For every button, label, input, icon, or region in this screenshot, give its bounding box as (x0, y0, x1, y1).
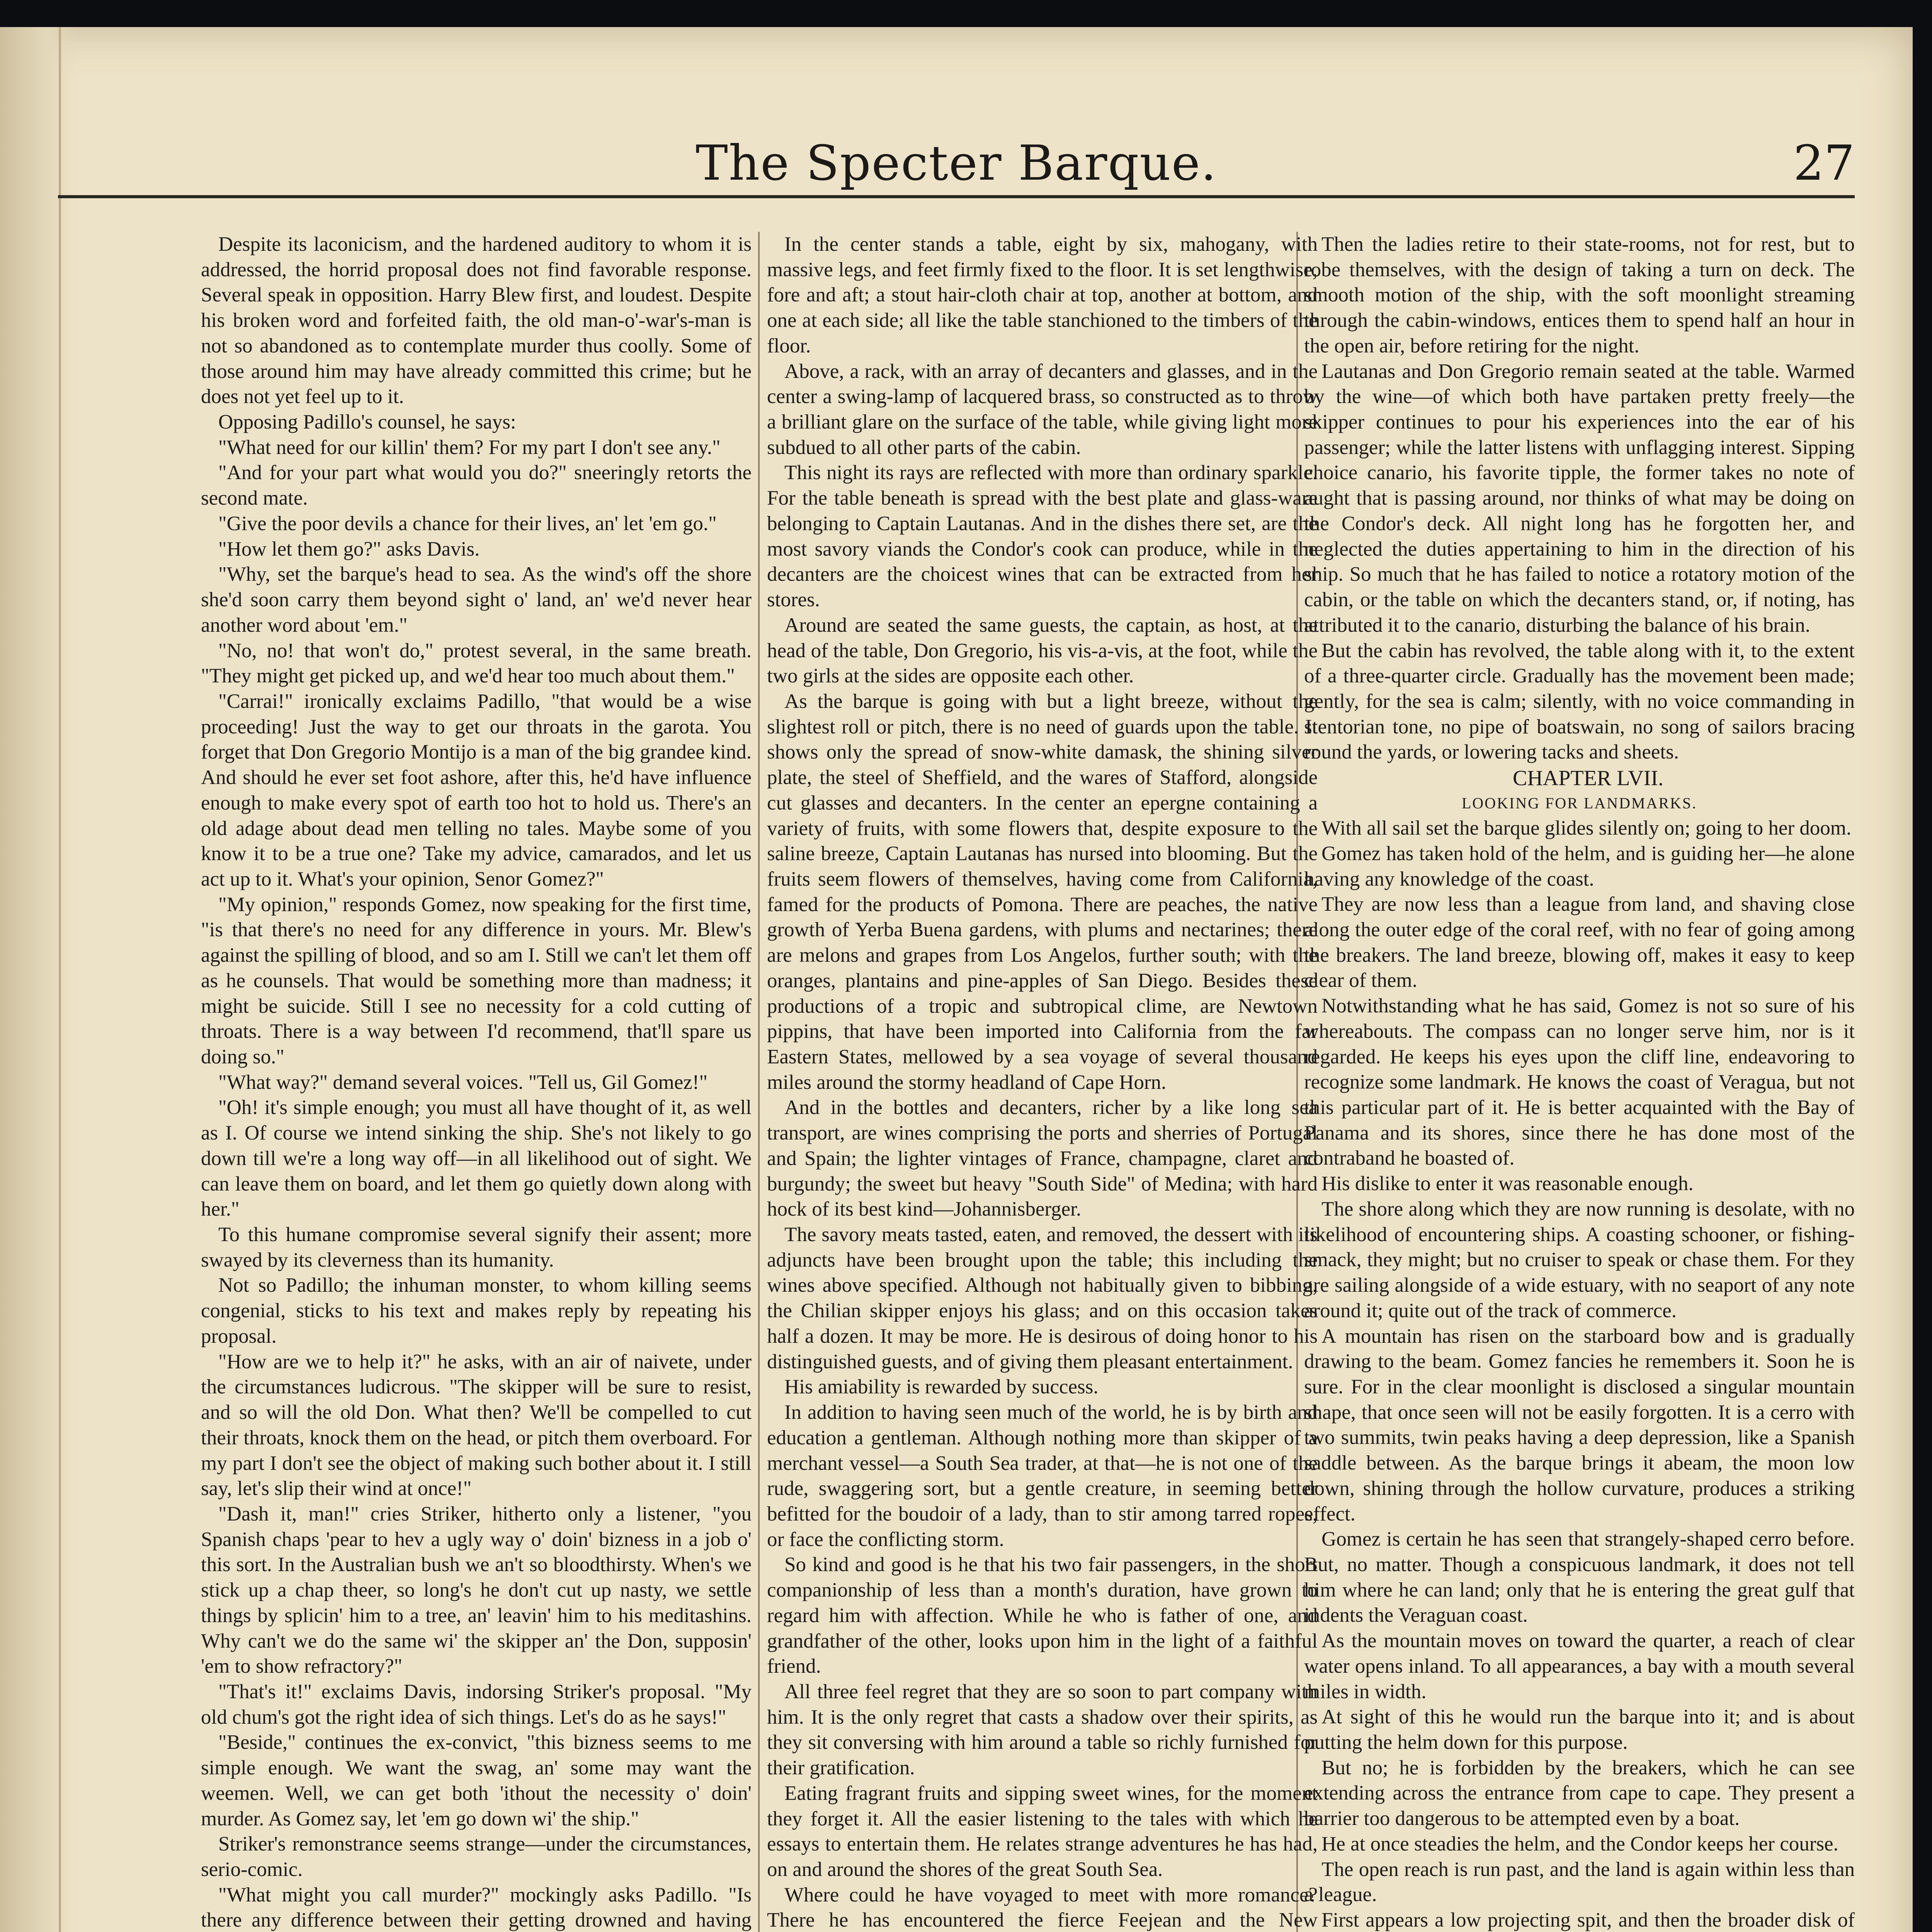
paragraph: First appears a low projecting spit, and then the broader disk of (1321, 1909, 1855, 1932)
paragraph: "Why, set the barque's head to sea. As the wind's off the shore she'd soon carry them beyond sight o' land, an' we'd never hear another word about 'em." (201, 563, 752, 636)
paragraph: A mountain has risen on the starboard bow and is gradually drawing to the beam. Gomez fancies he remembers it. Soon he is sure. For in the clear moonlight is disclosed a singular mountain shape, that once seen will not be easily forgotten. It is a cerro with two summits, twin peaks having a deep depression, like a Spanish saddle between. As the barque brings it abeam, the moon low down, shining through the hollow curvature, produces a striking effect. (1304, 1325, 1855, 1525)
paragraph: As the mountain moves on toward the quarter, a reach of clear water opens inland. To all appearances, a bay with a mouth several miles in width. (1304, 1629, 1855, 1703)
paragraph: "How are we to help it?" he asks, with an air of naivete, under the circumstances ludicrous. "The skipper will be sure to resist, and so will the old Don. What then? We'll be compelled to cut their throats, knock them on the head, or pitch them overboard. For my part I don't see the object of making such bother about it. I still say, let's slip their wind at once!" (201, 1350, 752, 1500)
paragraph: Eating fragrant fruits and sipping sweet wines, for the moment they forget it. All the easier listening to the tales with which he essays to entertain them. He relates strange adventures he has had, on and around the shores of the great South Sea. (767, 1782, 1318, 1881)
page-binding-edge (0, 27, 77, 1932)
paragraph: And in the bottles and decanters, richer by a like long sea transport, are wines comprising the ports and sherries of Portugal and Spain; the lighter vintages of France, champagne, claret and burgundy; the sweet but heavy "South Side" of Medina; with hard hock of its best kind—Johannisberger. (767, 1096, 1318, 1221)
paragraph: "And for your part what would you do?" sneeringly retorts the second mate. (201, 461, 752, 510)
column-body (767, 232, 1318, 1932)
paragraph: "Dash it, man!" cries Striker, hitherto only a listener, "you Spanish chaps 'pear to hev a ugly way o' doin' bizness in a job o' this sort. In the Australian bush we an't so bloodthirsty. When's we stick up a chap theer, so long's he don't cut up nasty, we settle things by splicin' him to a tree, an' leavin' him to his meditashins. Why can't we do the same wi' the skipper an' the Don, supposin' 'em to show refractory?" (201, 1502, 752, 1678)
paragraph: Then the ladies retire to their state-rooms, not for rest, but to robe themselves, with the design of taking a turn on deck. The smooth motion of the ship, with the soft moonlight streaming through the cabin-windows, entices them to spend half an hour in the open air, before retiring for the night. (1304, 233, 1855, 357)
paragraph: Around are seated the same guests, the captain, as host, at the head of the table, Don Gregorio, his vis-a-vis, at the foot, while the two girls at the sides are opposite each other. (767, 614, 1318, 687)
header-rule (58, 195, 1855, 198)
paragraph: His amiability is rewarded by success. (784, 1376, 1099, 1398)
paragraph: Opposing Padillo's counsel, he says: (218, 411, 516, 434)
paragraph: "Carrai!" ironically exclaims Padillo, "that would be a wise proceeding! Just the way to get our throats in the garota. You forget that Don Gregorio Montijo is a man of the big grandee kind. And should he ever set foot ashore, after this, he'd have influence enough to make every spot of earth too hot to hold us. There's an old adage about dead men telling no tales. Maybe some of you know it to be a true one? Take my advice, camarados, and let us act up to it. What's your opinion, Senor Gomez?" (201, 690, 752, 890)
page-gutter-line (59, 27, 61, 1932)
paragraph: "My opinion," responds Gomez, now speaking for the first time, "is that there's no need for any difference in yours. Mr. Blew's against the spilling of blood, and so am I. Still we can't let them off as he counsels. That would be something more than madness; it might be suicide. Still I see no necessity for a cold cutting of throats. There is a way between I'd recommend, that'll spare us doing so." (201, 893, 752, 1068)
paragraph: Notwithstanding what he has said, Gomez is not so sure of his whereabouts. The compass can no longer serve him, nor is it regarded. He keeps his eyes upon the cliff line, endeavoring to recognize some landmark. He knows the coast of Veragua, but not this particular part of it. He is better acquainted with the Bay of Panama and its shores, since there he has done most of the contraband he boasted of. (1304, 995, 1855, 1170)
paragraph: At sight of this he would run the barque into it; and is about putting the helm down for this purpose. (1304, 1706, 1855, 1753)
paragraph: To this humane compromise several signify their assent; more swayed by its cleverness than its humanity. (201, 1223, 752, 1271)
paragraph: As the barque is going with but a light breeze, without the slightest roll or pitch, there is no need of guards upon the table. It shows only the spread of snow-white damask, the shining silver plate, the steel of Sheffield, and the wares of Stafford, alongside cut glasses and decanters. In the center an epergne containing a variety of fruits, with some flowers that, despite exposure to the saline breeze, Captain Lautanas has nursed into blooming. But the fruits seem flowers of themselves, having come from California, famed for the products of Pomona. There are peaches, the native growth of Yerba Buena gardens, with plums and nectarines; there are melons and grapes from Los Angelos, further south; with the oranges, plantains and pine-apples of San Diego. Besides these productions of a tropic and subtropical clime, are Newtown pippins, that have been imported into California from the far Eastern States, mellowed by a sea voyage of several thousand miles around the stormy headland of Cape Horn. (767, 690, 1318, 1094)
text-column-left (201, 232, 752, 1932)
paragraph: "Oh! it's simple enough; you must all have thought of it, as well as I. Of course we intend sinking the ship. She's not likely to go down till we're a long way off—in all likelihood out of sight. We can leave them on board, and let them go quietly down along with her." (201, 1096, 752, 1221)
paragraph: This night its rays are reflected with more than ordinary sparkle. For the table beneath is spread with the best plate and glass-ware belonging to Captain Lautanas. And in the dishes there set, are the most savory viands the Condor's cook can produce, while in the decanters are the choicest wines that can be extracted from her stores. (767, 461, 1318, 611)
paragraph: But the cabin has revolved, the table along with it, to the extent of a three-quarter circle. Gradually has the movement been made; gently, for the sea is calm; silently, with no voice commanding in stentorian tone, no pipe of boatswain, no song of sailors bracing round the yards, or lowering tacks and sheets. (1304, 639, 1855, 764)
paragraph: He at once steadies the helm, and the Condor keeps her course. (1321, 1832, 1838, 1855)
paragraph: Above, a rack, with an array of decanters and glasses, and in the center a swing-lamp of lacquered brass, so constructed as to throw a brilliant glare on the surface of the table, while giving light more subdued to all other parts of the cabin. (767, 360, 1318, 459)
chapter-heading: CHAPTER LVII. (1513, 766, 1663, 791)
chapter-subtitle: LOOKING FOR LANDMARKS. (1461, 794, 1697, 812)
text-column-middle (767, 232, 1318, 1932)
column-body (201, 232, 752, 1932)
paragraph: But no; he is forbidden by the breakers, which he can see extending across the entrance from cape to cape. They present a barrier too dangerous to be attempted even by a boat. (1304, 1756, 1855, 1830)
paragraph: Lautanas and Don Gregorio remain seated at the table. Warmed by the wine—of which both have partaken pretty freely—the skipper continues to pour his experiences into the ear of his passenger; while the latter listens with unflagging interest. Sipping choice canario, his favorite tipple, the former takes no note of aught that is passing around, nor thinks of what may be doing on the Condor's deck. All night long has he forgotten her, and neglected the duties appertaining to him in the direction of his ship. So much that he has failed to notice a rotatory motion of the cabin, or the table on which the decanters stand, or, if noting, has attributed it to the canario, disturbing the balance of his brain. (1304, 360, 1855, 636)
paragraph: The shore along which they are now running is desolate, with no likelihood of encountering ships. A coasting schooner, or fishing-smack, they might; but no cruiser to speak or chase them. For they are sailing alongside of a wide estuary, with no seaport of any note around it; quite out of the track of commerce. (1304, 1197, 1855, 1322)
paragraph: Gomez is certain he has seen that strangely-shaped cerro before. But, no matter. Though a conspicuous landmark, it does not tell him where he can land; only that he is entering the great gulf that indents the Veraguan coast. (1304, 1528, 1855, 1627)
paragraph: With all sail set the barque glides silently on; going to her doom. (1321, 817, 1852, 840)
paragraph: Striker's remonstrance seems strange—under the circumstances, serio-comic. (201, 1833, 752, 1881)
paragraph: "What need for our killin' them? For my part I don't see any." (218, 436, 721, 459)
column-body (1304, 232, 1855, 765)
chapter-body (1304, 816, 1855, 1932)
paragraph: "Beside," continues the ex-convict, "this bizness seems to me simple enough. We want the swag, an' some may want the weemen. Well, we can get both 'ithout the necessity o' doin' murder. As Gomez say, let 'em go down wi' the ship." (201, 1731, 752, 1830)
paragraph: "No, no! that won't do," protest several, in the same breath. "They might get picked up, and we'd hear too much about them." (201, 639, 752, 687)
paragraph: Not so Padillo; the inhuman monster, to whom killing seems congenial, sticks to his text and makes reply by repeating his proposal. (201, 1274, 752, 1347)
paragraph: In the center stands a table, eight by six, mahogany, with massive legs, and feet firmly fixed to the floor. It is set lengthwise, fore and aft; a stout hair-cloth chair at top, another at bottom, and one at each side; all like the table stanchioned to the timbers of the floor. (767, 233, 1318, 357)
paragraph: "Give the poor devils a chance for their lives, an' let 'em go." (218, 512, 717, 535)
paragraph: All three feel regret that they are so soon to part company with him. It is the only regret that casts a shadow over their spirits, as they sit conversing with him around a table so richly furnished for their gratification. (767, 1680, 1318, 1779)
paragraph: Gomez has taken hold of the helm, and is guiding her—he alone having any knowledge of the coast. (1304, 842, 1855, 890)
paragraph: In addition to having seen much of the world, he is by birth and education a gentleman. Although nothing more than skipper of a merchant vessel—a South Sea trader, at that—he is not one of the rude, swaggering sort, but a gentle creature, in seeming better befitted for the boudoir of a lady, than to stir among tarred ropes, or face the conflicting storm. (767, 1401, 1318, 1551)
column-divider (758, 232, 760, 1932)
paragraph: The open reach is run past, and the land is again within less than a league. (1304, 1858, 1855, 1906)
page-header (58, 135, 1855, 197)
paragraph: "What way?" demand several voices. "Tell us, Gil Gomez!" (218, 1071, 708, 1094)
paragraph: "That's it!" exclaims Davis, indorsing Striker's proposal. "My old chum's got the right idea of sich things. Let's do as he says!" (201, 1680, 752, 1728)
paragraph: "How let them go?" asks Davis. (218, 537, 480, 560)
paragraph: The savory meats tasted, eaten, and removed, the dessert with its adjuncts have been brought upon the table; this including the wines above specified. Although not habitually given to bibbing, the Chilian skipper enjoys his glass; and on this occasion takes half a dozen. It may be more. He is desirous of doing honor to his distinguished guests, and of giving them pleasant entertainment. (767, 1223, 1318, 1373)
paragraph: "What might you call murder?" mockingly asks Padillo. "Is there any difference between their getting drowned and having (201, 1883, 752, 1932)
paragraph: Despite its laconicism, and the hardened auditory to whom it is addressed, the horrid proposal does not find favorable response. Several speak in opposition. Harry Blew first, and loudest. Despite his broken word and forfeited faith, the old man-o'-war's-man is not so abandoned as to contemplate murder thus coolly. Some of those around him may have already committed this crime; but he does not yet feel up to it. (201, 233, 752, 408)
paragraph: Where could he have voyaged to meet with more romance? There he has encountered the fierce Feejean and the New (767, 1883, 1318, 1932)
paragraph: They are now less than a league from land, and shaving close along the outer edge of the coral reef, with no fear of going among the breakers. The land breeze, blowing off, makes it easy to keep clear of them. (1304, 893, 1855, 992)
paragraph: So kind and good is he that his two fair passengers, in the short companionship of less than a month's duration, have grown to regard him with affection. While he who is father of one, and grandfather of the other, looks upon him in the light of a faithful friend. (767, 1553, 1318, 1678)
paragraph: His dislike to enter it was reasonable enough. (1321, 1172, 1694, 1195)
running-title: The Specter Barque. (696, 135, 1217, 191)
page-number: 27 (1793, 135, 1855, 191)
text-column-right (1304, 232, 1855, 1932)
